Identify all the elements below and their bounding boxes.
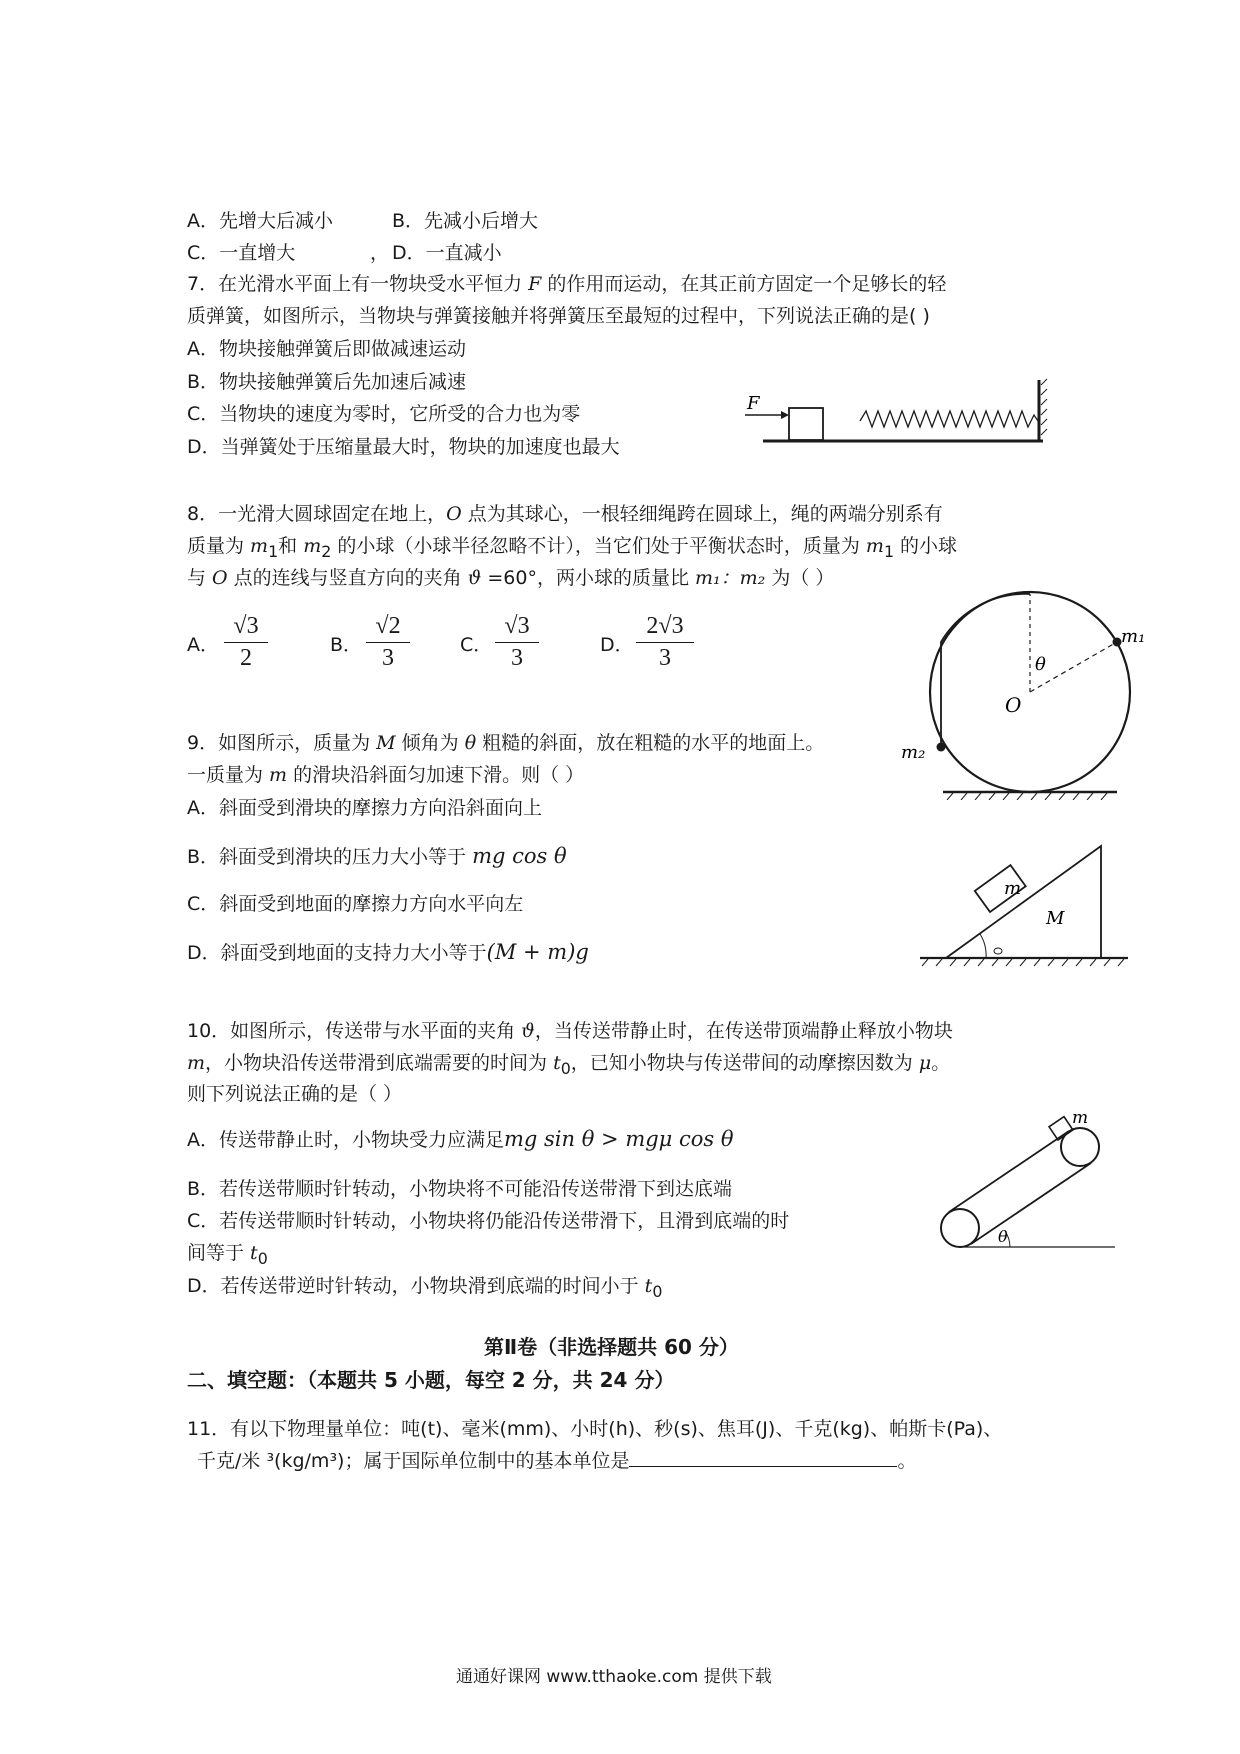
wall-hatch [1041,379,1047,435]
q9-option-c: C．斜面受到地面的摩擦力方向水平向左 [187,893,524,915]
m1-label: m₁ [1121,626,1146,647]
rope [941,594,1030,745]
incline [946,846,1101,958]
q8-stem-line1: 8．一光滑大圆球固定在地上，O 点为其球心，一根轻细绳跨在圆球上，绳的两端分别系有 [187,503,943,525]
center-label: O [1005,693,1022,717]
q7-stem-line2: 质弹簧，如图所示，当物块与弹簧接触并将弹簧压至最短的过程中，下列说法正确的是( ) [187,305,930,327]
block-mass-label: m [1004,878,1022,899]
spring [860,411,1038,427]
q9-option-a: A．斜面受到滑块的摩擦力方向沿斜面向上 [187,797,542,819]
q8-option-b-label: B． [330,634,363,656]
q11-stem-line2: 千克/米 ³(kg/m³)；属于国际单位制中的基本单位是 。 [197,1450,917,1472]
q7-option-d: D．当弹簧处于压缩量最大时，物块的加速度也最大 [187,436,620,458]
q10-option-d: D．若传送带逆时针转动，小物块滑到底端的时间小于 $t_0$ [187,1275,663,1301]
q7-option-a: A．物块接触弹簧后即做减速运动 [187,338,466,360]
q10-option-c-line2: 间等于 $t_0$ [187,1242,268,1268]
ground-hatch [947,793,1107,800]
ground-hatch [922,959,1124,966]
angle-arc [980,934,986,958]
answer-blank[interactable] [629,1448,897,1467]
q11-stem-line1: 11．有以下物理量单位：吨(t)、毫米(mm)、小时(h)、秒(s)、焦耳(J)、千克(kg)、帕斯卡(Pa)、 [187,1418,1003,1440]
q10-option-c-line1: C．若传送带顺时针转动，小物块将仍能沿传送带滑下，且滑到底端的时 [187,1210,790,1232]
q6-option-c: C．一直增大 [187,242,296,264]
q6-option-b: B．先减小后增大 [392,210,539,232]
q8-option-c-label: C． [460,634,493,656]
q8-stem-line2: 质量为 $m_1$和 $m_2$ 的小球（小球半径忽略不计），当它们处于平衡状态时，质量为 $m_1$ 的小球 [187,535,958,561]
q9-option-b: B．斜面受到滑块的压力大小等于 mg cos θ [187,844,567,868]
theta-label: θ [1035,654,1046,675]
q6-option-c-mark: ， [370,242,390,264]
block-mass-label: m [1072,1108,1089,1128]
q10-stem-line2: m，小物块沿传送带滑到底端需要的时间为 $t_0$，已知小物块与传送带间的动摩擦因数为 μ。 [187,1052,951,1078]
q7-stem-line1: 7．在光滑水平面上有一物块受水平恒力 F 的作用而运动，在其正前方固定一个足够长的轻 [187,273,947,295]
q8-option-a-label: A． [187,634,219,656]
theta-label: θ [998,1227,1008,1246]
q6-option-d: D．一直减小 [392,242,502,264]
angle-mark [994,948,1002,954]
q7-spring-figure [735,375,1055,450]
q8-sphere-figure [895,590,1155,800]
belt-top [949,1131,1069,1212]
q9-stem-line2: 一质量为 m 的滑块沿斜面匀加速下滑。则（ ） [187,764,585,786]
q8-option-d-label: D． [600,634,634,656]
incline-mass-label: M [1046,908,1065,929]
q7-option-c: C．当物块的速度为零时，它所受的合力也为零 [187,403,581,425]
ball-m2 [937,743,946,752]
q9-incline-figure [918,838,1133,968]
q10-option-b: B．若传送带顺时针转动，小物块将不可能沿传送带滑下到达底端 [187,1178,733,1200]
m2-label: m₂ [901,742,926,763]
force-arrowhead [781,411,789,419]
q10-conveyor-figure [930,1105,1125,1255]
belt-bottom [971,1163,1091,1244]
q9-stem-line1: 9．如图所示，质量为 M 倾角为 θ 粗糙的斜面，放在粗糙的水平的地面上。 [187,732,825,754]
q8-option-d-fraction: $\frac{2√3}{3}$ [636,612,694,673]
q8-stem-line3: 与 O 点的连线与竖直方向的夹角 ϑ =60°，两小球的质量比 m₁：m₂ 为（ ） [187,567,835,589]
q8-option-b-fraction: $\frac{√2}{3}$ [366,612,410,673]
q10-option-a: A．传送带静止时，小物块受力应满足mg sin θ > mgμ cos θ [187,1127,734,1151]
q7-option-b: B．物块接触弹簧后先加速后减速 [187,371,467,393]
force-label: F [747,393,760,414]
part-title: 二、填空题：（本题共 5 小题，每空 2 分，共 24 分） [187,1368,675,1392]
block [789,408,823,440]
bottom-roller [941,1209,979,1247]
q8-option-a-fraction: $\frac{√3}{2}$ [224,612,268,673]
q10-stem-line1: 10．如图所示，传送带与水平面的夹角 ϑ，当传送带静止时，在传送带顶端静止释放小物块 [187,1020,953,1042]
volume-title: 第Ⅱ卷（非选择题共 60 分） [484,1335,739,1359]
q6-option-a: A．先增大后减小 [187,210,333,232]
q10-stem-line3: 则下列说法正确的是（ ） [187,1083,403,1105]
q8-option-c-fraction: $\frac{√3}{3}$ [495,612,539,673]
footer-text: 通通好课网 www.tthaoke.com 提供下载 [456,1667,772,1687]
q9-option-d: D．斜面受到地面的支持力大小等于(M + m)g [187,940,589,964]
